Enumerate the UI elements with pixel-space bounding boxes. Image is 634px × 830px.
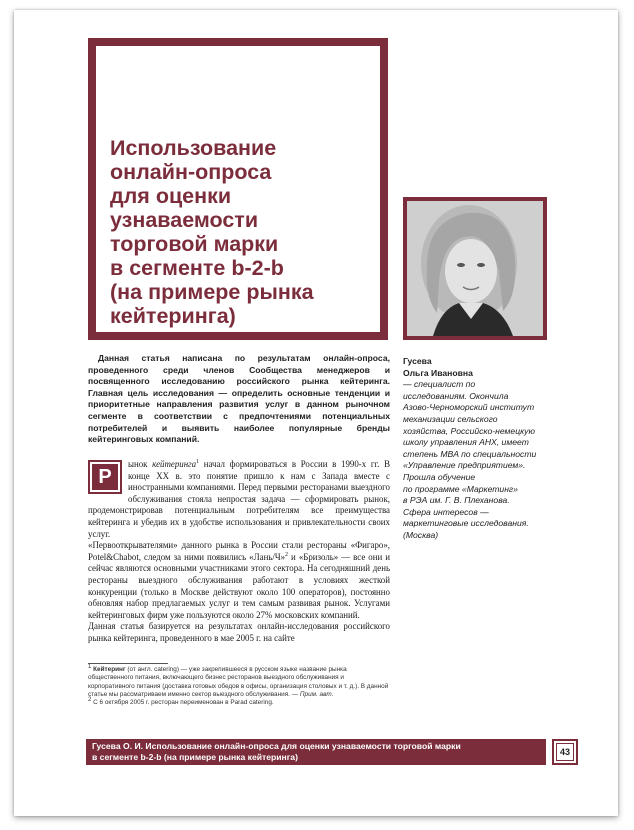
footnote-1-term: Кейтеринг (93, 666, 126, 673)
p1-term: кейтеринга (152, 459, 197, 469)
footnotes (88, 663, 390, 707)
author-photo (407, 201, 543, 336)
author-bio: — специалист по исследованиям. Окончила Азово-Черноморский институт механизации сельского хозяйства, Российско-немецкую школу управления АНХ, имеет степень MBA по специальности «Управление предприятием». Прошла обучение по программе «Маркетинг» в РЭА им. Г. В. Плеханова. Сфера интересов — маркетинговые исследования. (Москва) (403, 379, 537, 540)
author-name: Ольга Ивановна (403, 367, 473, 378)
dropcap (88, 460, 122, 494)
article-body (88, 459, 390, 645)
footer-line-1: Гусева О. И. Использование онлайн-опроса для оценки узнаваемости торговой марки (92, 741, 461, 751)
footnote-1-note: Прим. авт. (299, 690, 334, 698)
portrait-image (407, 201, 543, 336)
footnote-ref-1: 1 (196, 459, 200, 466)
footer-citation (86, 739, 546, 765)
abstract: Данная статья написана по результатам онлайн-опроса, проведенного среди членов Сообщества менеджеров и посвященного исследованию российского рынка кейтеринга. Главная цель исследования — определить основные тенденции и приоритетные направления развития услуг в данном рыночном сегменте в соответствии с предпочтениями потенциальных потребителей и выявить наиболее популярные бренды кейтеринговых компаний. (88, 353, 390, 445)
author-surname: Гусева (403, 356, 432, 366)
footnote-divider (88, 663, 168, 664)
page-number-box (552, 739, 578, 765)
footnote-1-text: (от англ. catering) — уже закрепившееся в русском языке название рынка общественного питания, включающего бизнес ресторанов выездного обслуживания и корпоративного питания (доставка готовых обедов в офисы, организация столовых и т. д.). В данной статье мы рассматриваем именно сектор выездного обслуживания. — (88, 666, 389, 698)
paragraph-1 (88, 459, 390, 540)
footnote-2 (88, 699, 390, 707)
footnote-1 (88, 663, 390, 699)
paragraph-3: Данная статья базируется на результатах онлайн-исследования российского рынка кейтеринга, проведенного в мае 2005 г. на сайте (88, 621, 390, 643)
author-photo-frame (403, 197, 547, 340)
page-number: 43 (556, 743, 574, 761)
dropcap-letter: Р (92, 464, 118, 490)
paragraph-2 (88, 540, 390, 621)
footnote-2-mark: 2 (88, 697, 92, 704)
p1-text-end: начал формироваться в России в 1990-х гг. В конце XX в. это понятие пришло к нам с Запада вместе с иностранными компаниями. Перед первыми ресторанами выездного обслуживания стояла непростая задача — сформировать рынок, продемонстрировав потенциальным потребителям все преимущества кейтеринга и убедив их в удобстве использования и привлекательности своих услуг. (88, 459, 390, 539)
footer-line-2: в сегменте b-2-b (на примере рынка кейтеринга) (92, 752, 298, 762)
p2-text-end: и «Бризоль» — все они и сейчас являются основными участниками этого сектора. На сегодняшний день рестораны выездного обслуживания работают в условиях жесткой конкуренции (только в Москве действуют около 100 операторов), постоянно обновляя набор предлагаемых услуг и тем самым развивая рынок. Услугами кейтеринговых фирм уже пользуются около 27% московских компаний. (88, 551, 390, 620)
footnote-1-mark: 1 (88, 663, 92, 670)
author-info (403, 356, 553, 542)
footnote-2-text: С 6 октября 2005 г. ресторан переименован в Parad catering. (93, 699, 274, 707)
footnote-ref-2: 2 (285, 551, 289, 558)
article-title: Использование онлайн-опроса для оценки узнаваемости торговой марки в сегменте b-2-b (на примере рынка кейтеринга) (110, 136, 314, 328)
p1-text-start: ынок (128, 459, 153, 469)
p2-text-start: «Первооткрывателями» данного рынка в России стали рестораны «Фигаро», Potel&Chabot, следом за ними появились «Лань/Ч» (88, 540, 390, 562)
